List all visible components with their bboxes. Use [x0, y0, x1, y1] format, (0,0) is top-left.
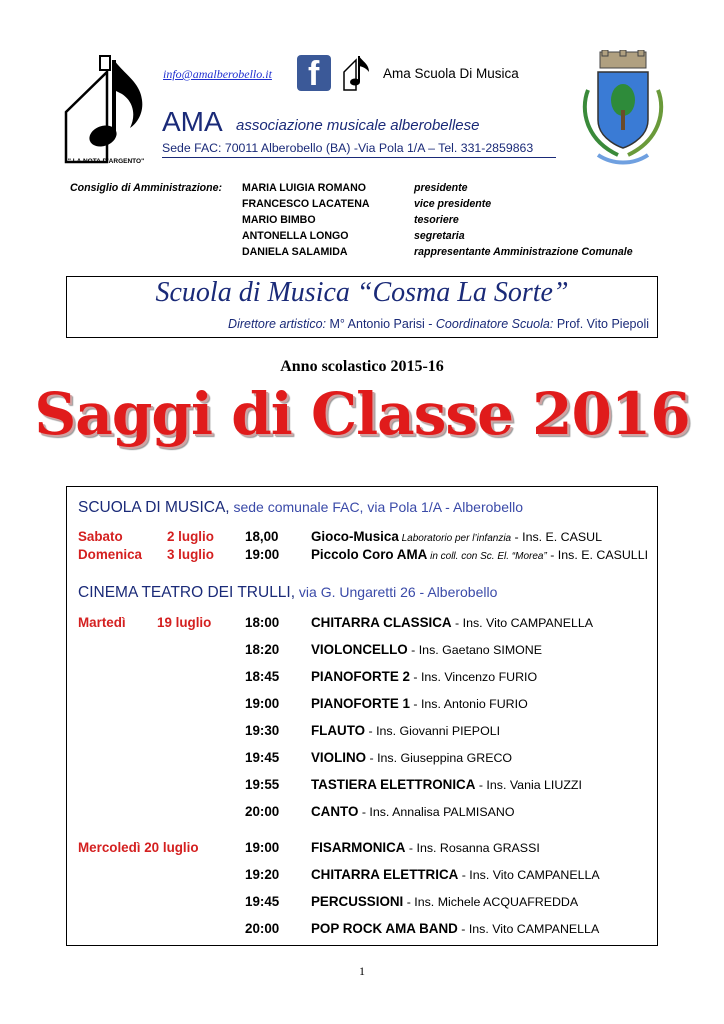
row-time: 19:30 — [245, 723, 280, 738]
venue-name: CINEMA TEATRO DEI TRULLI, — [78, 584, 296, 601]
row-time: 18:00 — [245, 615, 280, 630]
row-time: 19:00 — [245, 840, 280, 855]
alberobello-crest-icon — [578, 50, 668, 170]
board-member-role: rappresentante Amministrazione Comunale — [414, 246, 633, 258]
sede-address: Sede FAC: 70011 Alberobello (BA) -Via Pola 1/A – Tel. 331-2859863 — [162, 141, 556, 158]
activity-teacher: - Ins. Vincenzo FURIO — [409, 670, 538, 684]
activity-teacher: - Ins. Vito CAMPANELLA — [451, 616, 594, 630]
school-title: Scuola di Musica “Cosma La Sorte” — [155, 277, 569, 308]
board-names — [242, 180, 370, 260]
activity-note: in coll. con Sc. El. “Morea” — [427, 551, 547, 562]
board-member-role: segretaria — [414, 230, 465, 242]
school-year: Anno scolastico 2015-16 — [280, 358, 444, 375]
board-member-name: MARIO BIMBO — [242, 214, 316, 226]
board-member-name: MARIA LUIGIA ROMANO — [242, 182, 366, 194]
row-activity — [311, 696, 528, 711]
row-date: 3 luglio — [167, 547, 214, 562]
row-activity — [311, 615, 593, 630]
board-member-name: ANTONELLA LONGO — [242, 230, 349, 242]
row-activity — [311, 669, 537, 684]
activity-teacher: - Ins. Vito CAMPANELLA — [458, 868, 600, 882]
board-roles — [414, 180, 633, 260]
row-time: 18:45 — [245, 669, 280, 684]
activity-name: PIANOFORTE 1 — [311, 696, 410, 711]
row-time: 18,00 — [245, 529, 279, 544]
page-number: 1 — [359, 964, 365, 978]
facebook-page-name: Ama Scuola Di Musica — [383, 66, 519, 81]
activity-name: FLAUTO — [311, 723, 366, 738]
activity-name: CHITARRA CLASSICA — [311, 615, 452, 630]
row-activity — [311, 723, 500, 738]
activity-name: CANTO — [311, 804, 359, 819]
activity-name: Piccolo Coro AMA — [311, 547, 428, 562]
row-activity — [311, 547, 648, 562]
activity-teacher: - Ins. Giuseppina GRECO — [366, 751, 513, 765]
row-time: 19:20 — [245, 867, 280, 882]
row-activity — [311, 777, 582, 792]
activity-teacher: - Ins. E. CASUL — [511, 530, 603, 544]
venue-title — [78, 499, 523, 517]
activity-name: PIANOFORTE 2 — [311, 669, 410, 684]
activity-teacher: - Ins. Vito CAMPANELLA — [457, 922, 600, 936]
nota-argento-logo — [60, 52, 155, 170]
coordinator-name: Prof. Vito Piepoli — [553, 317, 649, 331]
board-member-role: tesoriere — [414, 214, 459, 226]
venue-title — [78, 584, 497, 602]
row-day: Domenica — [78, 547, 142, 562]
schedule-box — [66, 486, 658, 946]
row-day: Sabato — [78, 529, 123, 544]
activity-name: FISARMONICA — [311, 840, 406, 855]
row-date: 19 luglio — [157, 615, 212, 630]
row-activity — [311, 840, 540, 855]
row-time: 19:00 — [245, 696, 280, 711]
row-time: 19:00 — [245, 547, 280, 562]
row-activity — [311, 529, 602, 544]
board-member-role: vice presidente — [414, 198, 492, 210]
row-day: Martedì — [78, 615, 126, 630]
activity-teacher: - Ins. Giovanni PIEPOLI — [365, 724, 501, 738]
row-time: 19:45 — [245, 750, 280, 765]
row-date: 2 luglio — [167, 529, 214, 544]
activity-name: VIOLONCELLO — [311, 642, 408, 657]
org-short-name: AMA — [162, 106, 223, 137]
activity-teacher: - Ins. Annalisa PALMISANO — [358, 805, 515, 819]
row-time: 19:55 — [245, 777, 280, 792]
board-label: Consiglio di Amministrazione: — [70, 182, 223, 194]
venue-address: via G. Ungaretti 26 - Alberobello — [295, 584, 498, 600]
activity-teacher: - Ins. Gaetano SIMONE — [407, 643, 543, 657]
activity-name: Gioco-Musica — [311, 529, 399, 544]
row-activity — [311, 642, 542, 657]
activity-teacher: - Ins. Antonio FURIO — [409, 697, 528, 711]
venue-address: sede comunale FAC, via Pola 1/A - Alberobello — [229, 499, 523, 515]
board-member-name: FRANCESCO LACATENA — [242, 198, 370, 210]
activity-name: POP ROCK AMA BAND — [311, 921, 458, 936]
activity-teacher: - Ins. Vania LIUZZI — [475, 778, 582, 792]
school-staff — [228, 317, 649, 331]
board-member-name: DANIELA SALAMIDA — [242, 246, 348, 258]
row-activity — [311, 867, 600, 882]
row-time: 20:00 — [245, 921, 280, 936]
activity-name: TASTIERA ELETTRONICA — [311, 777, 476, 792]
school-box — [66, 276, 658, 338]
activity-teacher: - Ins. E. CASULLI — [546, 548, 649, 562]
row-activity — [311, 921, 599, 936]
org-full-name: associazione musicale alberobellese — [236, 117, 480, 134]
activity-name: VIOLINO — [311, 750, 367, 765]
row-day: Mercoledì 20 luglio — [78, 840, 199, 855]
director-label: Direttore artistico: — [228, 317, 326, 331]
director-name: M° Antonio Parisi - — [326, 317, 436, 331]
venue-name: SCUOLA DI MUSICA, — [78, 499, 230, 516]
row-activity — [311, 894, 578, 909]
email-link[interactable]: info@amalberobello.it — [163, 67, 272, 81]
row-activity — [311, 804, 514, 819]
row-time: 19:45 — [245, 894, 280, 909]
row-activity — [311, 750, 512, 765]
music-note-icon — [342, 52, 372, 92]
activity-teacher: - Ins. Michele ACQUAFREDDA — [403, 895, 579, 909]
activity-name: PERCUSSIONI — [311, 894, 404, 909]
coordinator-label: Coordinatore Scuola: — [435, 317, 554, 331]
logo-caption: " LA NOTA D'ARGENTO" — [67, 158, 145, 165]
facebook-icon[interactable]: f — [297, 55, 331, 91]
activity-name: CHITARRA ELETTRICA — [311, 867, 459, 882]
activity-teacher: - Ins. Rosanna GRASSI — [405, 841, 540, 855]
row-time: 18:20 — [245, 642, 280, 657]
main-title: Saggi di Classe 2016 — [34, 380, 690, 448]
activity-note: Laboratorio per l’infanzia — [398, 533, 512, 544]
board-member-role: presidente — [414, 182, 468, 194]
row-time: 20:00 — [245, 804, 280, 819]
